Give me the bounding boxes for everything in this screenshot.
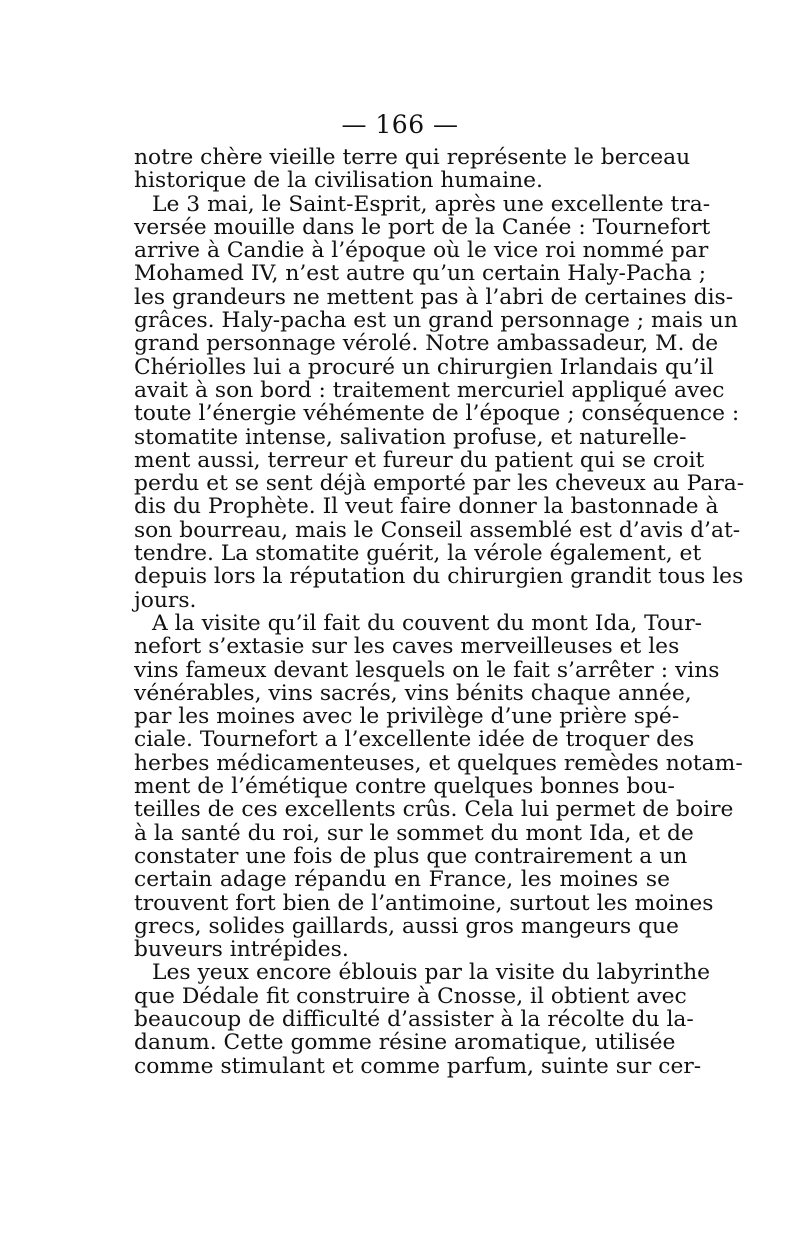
text-line: danum. Cette gomme résine aromatique, utilisée (134, 1030, 676, 1056)
text-line: arrive à Candie à l’époque où le vice roi nommé par (134, 238, 709, 264)
text-line: dis du Prophète. Il veut faire donner la bastonnade à (134, 494, 719, 520)
text-line: par les moines avec le privilège d’une prière spé- (134, 704, 680, 730)
text-line: certain adage répandu en France, les moines se (134, 867, 670, 893)
text-line: A la visite qu’il fait du couvent du mont Ida, Tour- (152, 610, 702, 636)
text-line: toute l’énergie véhémente de l’époque ; conséquence : (134, 401, 740, 427)
text-line: vénérables, vins sacrés, vins bénits chaque année, (134, 680, 692, 706)
text-line: constater une fois de plus que contrairement a un (134, 843, 688, 869)
text-line: jours. (134, 587, 197, 613)
page-number: — 166 — (341, 110, 459, 139)
text-line: Mohamed IV, n’est autre qu’un certain Haly-Pacha ; (134, 261, 707, 287)
body-text (134, 145, 745, 1079)
text-line: grâces. Haly-pacha est un grand personnage ; mais un (134, 308, 738, 334)
text-line: depuis lors la réputation du chirurgien grandit tous les (134, 564, 744, 590)
text-line: notre chère vieille terre qui représente le berceau (134, 145, 691, 170)
text-line: Chériolles lui a procuré un chirurgien Irlandais qu’il (134, 354, 714, 380)
text-line: versée mouille dans le port de la Canée : Tournefort (134, 214, 711, 240)
text-line: grand personnage vérolé. Notre ambassadeur, M. de (134, 331, 719, 357)
text-line: tendre. La stomatite guérit, la vérole également, et (134, 541, 702, 567)
text-line: comme stimulant et comme parfum, suinte sur cer- (134, 1053, 702, 1079)
text-line: historique de la civilisation humaine. (134, 168, 543, 194)
text-line: teilles de ces excellents crûs. Cela lui permet de boire (134, 797, 734, 823)
text-line: que Dédale fit construire à Cnosse, il obtient avec (134, 983, 687, 1009)
text-line: grecs, solides gaillards, aussi gros mangeurs que (134, 913, 679, 939)
text-line: vins fameux devant lesquels on le fait s’arrêter : vins (134, 657, 720, 683)
text-line: ciale. Tournefort a l’excellente idée de troquer des (134, 727, 695, 753)
text-line: à la santé du roi, sur le sommet du mont Ida, et de (134, 820, 694, 846)
text-line: perdu et se sent déjà emporté par les cheveux au Para- (134, 471, 745, 497)
text-line: ment de l’émétique contre quelques bonnes bou- (134, 774, 675, 800)
text-line: son bourreau, mais le Conseil assemblé est d’avis d’at- (134, 517, 741, 543)
text-line: Les yeux encore éblouis par la visite du labyrinthe (152, 960, 711, 986)
text-line: ment aussi, terreur et fureur du patient qui se croit (134, 447, 705, 473)
text-line: buveurs intrépides. (134, 937, 349, 963)
text-line: beaucoup de difficulté d’assister à la récolte du la- (134, 1006, 694, 1032)
text-line: stomatite intense, salivation profuse, et naturelle- (134, 424, 687, 450)
text-line: avait à son bord : traitement mercuriel appliqué avec (134, 377, 725, 403)
text-line: herbes médicamenteuses, et quelques remèdes notam- (134, 750, 743, 776)
text-line: les grandeurs ne mettent pas à l’abri de certaines dis- (134, 284, 734, 310)
text-line: trouvent fort bien de l’antimoine, surtout les moines (134, 890, 714, 916)
text-line: nefort s’extasie sur les caves merveilleuses et les (134, 634, 680, 660)
text-line: Le 3 mai, le Saint-Esprit, après une excellente tra- (152, 191, 711, 217)
